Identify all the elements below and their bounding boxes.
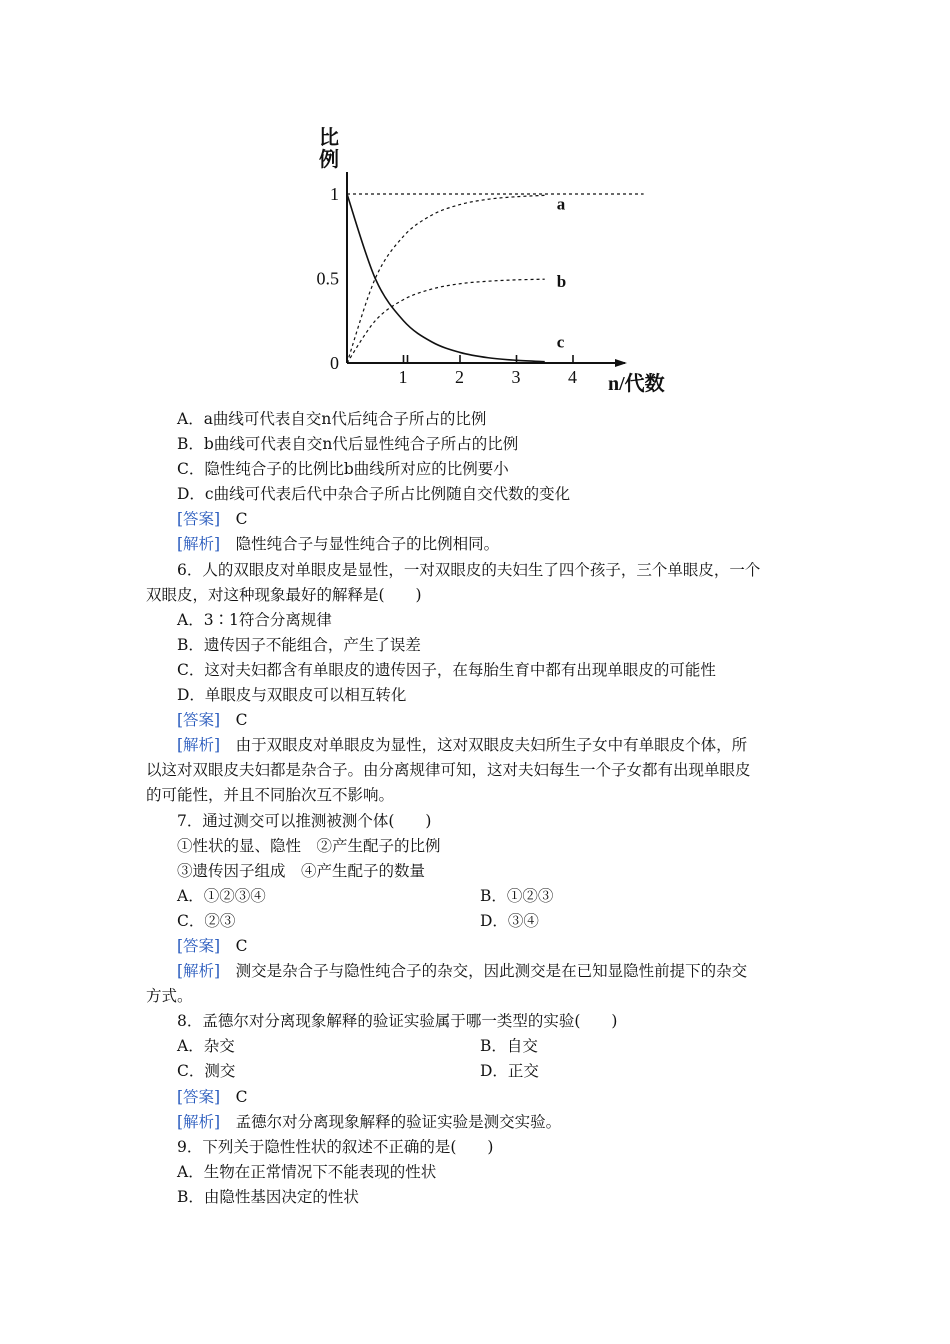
chart-svg: [300, 120, 700, 402]
q6-option-a: A．3∶1符合分离规律: [177, 610, 332, 629]
q6-stem-line1: 6．人的双眼皮对单眼皮是显性，一对双眼皮的夫妇生了四个孩子，三个单眼皮，一个: [177, 560, 761, 579]
q6-analysis-line1: [146, 733, 810, 758]
q8-option-a: A．杂交: [177, 1037, 235, 1056]
q6-stem-line2: 双眼皮，对这种现象最好的解释是( ): [146, 585, 422, 604]
q5-option-c: C．隐性纯合子的比例比b曲线所对应的比例要小: [177, 460, 509, 479]
q6-analysis-line2: 以这对双眼皮夫妇都是杂合子。由分离规律可知，这对夫妇每生一个子女都有出现单眼皮: [146, 761, 751, 780]
y-tick-label: 0.5: [316, 268, 339, 289]
q8-analysis: [146, 1110, 810, 1135]
q5-option-b: B．b曲线可代表自交n代后显性纯合子所占的比例: [177, 435, 519, 454]
q7-option-a: A．①②③④: [177, 886, 266, 905]
q8-option-d: D．正交: [480, 1062, 539, 1081]
q6-answer: [146, 708, 810, 733]
series-label-c: c: [556, 332, 565, 352]
q6-option-c: C．这对夫妇都含有单眼皮的遗传因子，在每胎生育中都有出现单眼皮的可能性: [177, 660, 716, 679]
question-content: [146, 407, 810, 1210]
q9-option-b: B．由隐性基因决定的性状: [177, 1187, 359, 1206]
x-tick-label: 4: [568, 367, 577, 387]
q5-option-a: A．a曲线可代表自交n代后纯合子所占的比例: [177, 410, 487, 428]
answer-tag: [答案]: [177, 711, 221, 730]
analysis-tag: [解析]: [177, 962, 221, 981]
analysis-tag: [解析]: [177, 736, 221, 755]
series-label-b: b: [556, 272, 567, 292]
x-axis-label: n/代数: [608, 373, 665, 395]
q8-option-b: B．自交: [480, 1037, 538, 1056]
answer-value: C: [220, 510, 248, 529]
y-axis-label: 比: [319, 127, 339, 149]
analysis-text: 隐性纯合子与显性纯合子的比例相同。: [220, 535, 500, 554]
q7-analysis-line1: [146, 959, 810, 984]
analysis-text: 由于双眼皮对单眼皮为显性，这对双眼皮夫妇所生子女中有单眼皮个体，所: [220, 736, 748, 755]
q7-items-line1: ①性状的显、隐性 ②产生配子的比例: [177, 836, 441, 855]
series-line-b: [347, 279, 545, 363]
y-axis-label: 例: [319, 149, 339, 171]
q7-stem: 7．通过测交可以推测被测个体( ): [177, 811, 432, 830]
q5-analysis: [146, 532, 810, 557]
analysis-text: 孟德尔对分离现象解释的验证实验是测交实验。: [220, 1112, 562, 1131]
q8-options-row2: [146, 1059, 810, 1084]
y-tick-label: 0: [330, 353, 339, 373]
answer-tag: [答案]: [177, 936, 221, 955]
series-line-a: [347, 195, 545, 363]
x-tick-label: 1: [398, 367, 408, 387]
q6-option-d: D．单眼皮与双眼皮可以相互转化: [177, 686, 407, 705]
q9-option-a: A．生物在正常情况下不能表现的性状: [177, 1162, 437, 1181]
series-label-a: a: [556, 194, 566, 214]
q6-analysis-line3: 的可能性，并且不同胎次互不影响。: [146, 786, 395, 805]
q7-options-row1: [146, 884, 810, 909]
series-line-c: [347, 194, 545, 362]
q7-option-d: D．③④: [480, 911, 539, 930]
answer-value: C: [220, 1087, 248, 1106]
q5-answer: [146, 507, 810, 532]
q8-option-c: C．测交: [177, 1062, 236, 1081]
answer-tag: [答案]: [177, 1087, 221, 1106]
q8-answer: [146, 1085, 810, 1110]
analysis-text: 测交是杂合子与隐性纯合子的杂交，因此测交是在已知显隐性前提下的杂交: [220, 962, 748, 981]
q8-stem: 8．孟德尔对分离现象解释的验证实验属于哪一类型的实验( ): [177, 1012, 618, 1031]
q7-answer: [146, 934, 810, 959]
analysis-tag: [解析]: [177, 535, 221, 554]
q7-options-row2: [146, 909, 810, 934]
answer-value: C: [220, 936, 248, 955]
q6-option-b: B．遗传因子不能组合，产生了误差: [177, 635, 421, 654]
q7-items-line2: ③遗传因子组成 ④产生配子的数量: [177, 861, 426, 880]
answer-tag: [答案]: [177, 510, 221, 529]
q5-option-d: D．c曲线可代表后代中杂合子所占比例随自交代数的变化: [177, 485, 571, 504]
answer-value: C: [220, 711, 248, 730]
y-tick-label: 1: [330, 184, 339, 204]
x-tick-label: 2: [455, 367, 464, 387]
genetics-line-chart: [300, 120, 700, 402]
x-tick-label: 3: [511, 367, 521, 387]
q7-option-b: B．①②③: [480, 886, 554, 905]
q8-options-row1: [146, 1034, 810, 1059]
q7-analysis-line2: 方式。: [146, 987, 193, 1006]
analysis-tag: [解析]: [177, 1112, 221, 1131]
q9-stem: 9．下列关于隐性性状的叙述不正确的是( ): [177, 1137, 494, 1156]
q7-option-c: C．②③: [177, 911, 236, 930]
